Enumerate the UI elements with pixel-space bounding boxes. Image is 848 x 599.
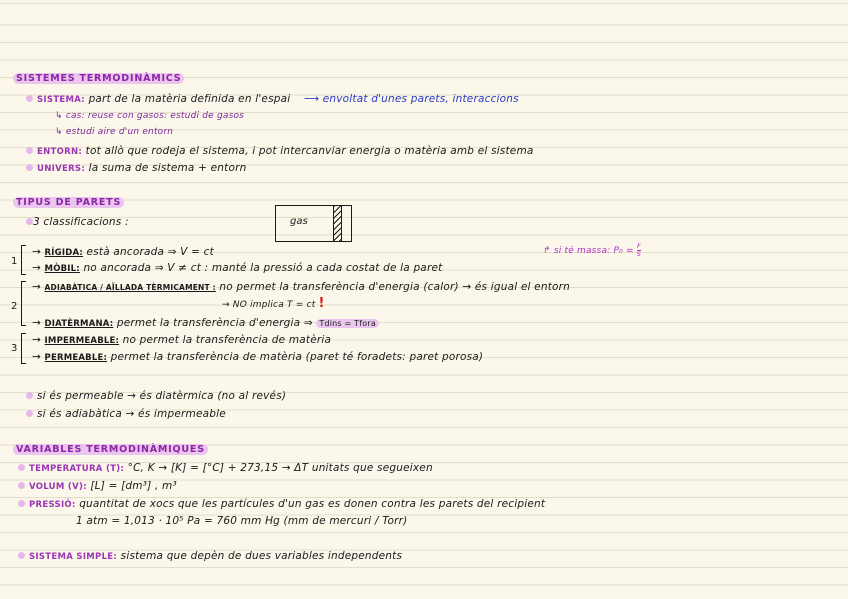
note-adiabatica: si és adiabàtica → és impermeable xyxy=(37,408,226,420)
group-number-3: 3 xyxy=(11,343,18,354)
arrow-icon: → xyxy=(32,351,41,363)
arrow-icon: → xyxy=(32,334,41,346)
diatermana-text: permet la transferència d'energia ⇒ xyxy=(116,317,313,329)
arrow-icon: → xyxy=(32,317,41,329)
group-bracket-3 xyxy=(21,333,26,364)
hook-arrow-icon: ↱ xyxy=(543,246,551,256)
group-bracket-1 xyxy=(21,245,26,275)
group-bracket-2 xyxy=(21,281,26,326)
arrow-icon: ⟶ xyxy=(303,93,320,105)
arrow-icon: → xyxy=(32,246,41,258)
volum-text: [L] = [dm³] , m³ xyxy=(90,480,177,492)
bullet-dot xyxy=(18,482,25,489)
sub-line-1 xyxy=(55,109,244,123)
bullet-dot xyxy=(26,410,33,417)
sistema-simple-label: SISTEMA SIMPLE: xyxy=(29,552,118,562)
corner-arrow-icon: ↳ xyxy=(55,111,63,121)
temperatura-text: °C, K → [K] = [°C] + 273,15 → ΔT unitats que segueixen xyxy=(127,462,433,474)
sub-line-2 xyxy=(55,125,173,139)
sub-line-1-text: cas: reuse con gasos: estudi de gasos xyxy=(65,111,245,121)
rigida-text: està ancorada ⇒ V = ct xyxy=(86,246,214,258)
mobil-text: no ancorada ⇒ V ≠ ct : manté la pressió a cada costat de la paret xyxy=(83,262,443,274)
bullet-dot xyxy=(26,392,33,399)
bullet-dot xyxy=(18,500,25,507)
section-heading-parets: TIPUS DE PARETS xyxy=(13,196,124,210)
bullet-dot xyxy=(26,147,33,154)
volum-label: VOLUM (V): xyxy=(29,482,87,492)
entorn-text: tot allò que rodeja el sistema, i pot intercanviar energia o matèria amb el sistema xyxy=(85,145,534,157)
adiabatica-text: no permet la transferència d'energia (calor) → és igual el entorn xyxy=(219,281,571,293)
pressio-text: quantitat de xocs que les partícules d'un gas es donen contra les parets del recipient xyxy=(79,498,546,510)
impermeable-line xyxy=(32,333,331,348)
sistema-simple-text: sistema que depèn de dues variables independents xyxy=(120,550,403,562)
univers-line xyxy=(37,161,246,176)
gas-container-diagram xyxy=(275,205,352,242)
sistema-label: SISTEMA: xyxy=(37,95,86,105)
univers-text: la suma de sistema + entorn xyxy=(88,162,247,174)
temperatura-line xyxy=(29,461,433,476)
hatched-wall xyxy=(333,206,342,241)
univers-label: UNIVERS: xyxy=(37,164,86,174)
section-heading-variables: VARIABLES TERMODINÀMIQUES xyxy=(13,443,208,457)
rigida-label: RÍGIDA: xyxy=(44,248,83,258)
section-heading-sistemes: SISTEMES TERMODINÀMICS xyxy=(13,72,184,86)
pressio-conversion: 1 atm = 1,013 · 10⁵ Pa = 760 mm Hg (mm de mercuri / Torr) xyxy=(76,515,408,527)
adiabatica-line xyxy=(32,280,570,295)
mobil-line xyxy=(32,261,442,276)
sistema-arrow-text: envoltat d'unes parets, interaccions xyxy=(322,93,519,105)
diatermana-label: DIATÈRMANA: xyxy=(44,319,114,329)
impermeable-text: no permet la transferència de matèria xyxy=(122,334,332,346)
entorn-label: ENTORN: xyxy=(37,147,83,157)
adiabatica-label: ADIABÀTICA / AÏLLADA TÈRMICAMENT : xyxy=(44,283,216,292)
sistema-simple-line xyxy=(29,549,402,564)
force-area-fraction xyxy=(637,243,641,258)
permeable-text: permet la transferència de matèria (paret té foradets: paret porosa) xyxy=(110,351,484,363)
bullet-dot xyxy=(18,552,25,559)
pressio-line xyxy=(29,497,545,512)
bullet-dot xyxy=(26,218,33,225)
bullet-dot xyxy=(18,464,25,471)
group-number-1: 1 xyxy=(11,256,18,267)
corner-arrow-icon: ↳ xyxy=(55,127,63,137)
pressio-label: PRESSIÓ: xyxy=(29,500,76,510)
note-permeable: si és permeable → és diatèrmica (no al revés) xyxy=(37,390,287,402)
gas-label: gas xyxy=(290,216,308,227)
side-note xyxy=(543,243,641,258)
group-number-2: 2 xyxy=(11,301,18,312)
mobil-label: MÒBIL: xyxy=(44,264,80,274)
classificacions-line: 3 classificacions : xyxy=(33,216,129,228)
no-implica-text: → NO implica T = ct xyxy=(222,300,316,310)
rigida-line xyxy=(32,245,214,260)
sistema-text: part de la matèria definida en l'espai xyxy=(88,93,291,105)
arrow-icon: → xyxy=(32,281,41,293)
fraction-top: F xyxy=(636,242,641,250)
permeable-line xyxy=(32,350,483,365)
sistema-line xyxy=(37,92,519,107)
bullet-dot xyxy=(26,95,33,102)
exclamation-mark: ! xyxy=(318,296,325,311)
permeable-label: PERMEABLE: xyxy=(44,353,108,363)
temperature-equality: Tdins = Tfora xyxy=(316,319,379,328)
side-formula: P₀ = xyxy=(613,246,634,256)
volum-line xyxy=(29,479,177,494)
bullet-dot xyxy=(26,164,33,171)
no-implica-line xyxy=(222,297,325,312)
temperatura-label: TEMPERATURA (T): xyxy=(29,464,125,474)
entorn-line xyxy=(37,144,534,159)
impermeable-label: IMPERMEABLE: xyxy=(44,336,120,346)
sub-line-2-text: estudi aire d'un entorn xyxy=(65,127,174,137)
fraction-bottom: S xyxy=(636,250,642,258)
side-note-text: si té massa: xyxy=(553,246,611,256)
arrow-icon: → xyxy=(32,262,41,274)
diatermana-line xyxy=(32,316,379,331)
